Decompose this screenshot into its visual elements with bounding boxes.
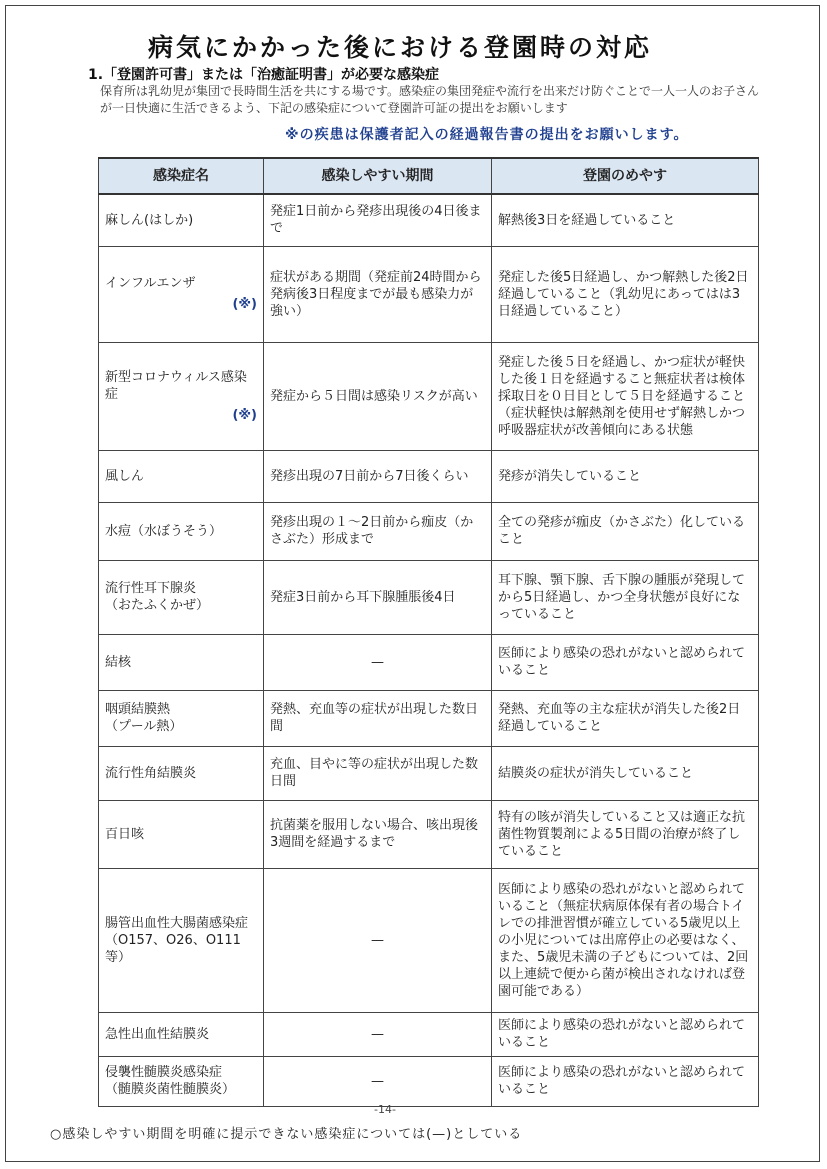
table-row bbox=[99, 868, 759, 1012]
table-row bbox=[99, 1012, 759, 1056]
disease-name-cell bbox=[99, 690, 264, 746]
footnote: ○感染しやすい期間を明確に提示できない感染症については(—)としている bbox=[50, 1127, 523, 1142]
infectious-period: — bbox=[264, 868, 492, 1012]
disease-name: 結核 bbox=[105, 654, 132, 670]
disease-name: インフルエンザ bbox=[105, 276, 196, 291]
disease-name: 麻しん(はしか) bbox=[105, 212, 194, 228]
return-criteria: 特有の咳が消失していること又は適正な抗菌性物質製剤による5日間の治療が終了していること bbox=[492, 800, 759, 868]
return-criteria: 発症した後5日経過し、かつ解熱した後2日経過していること（乳幼児にあってはは3日経過していること） bbox=[492, 246, 759, 342]
infectious-period: 充血、目やに等の症状が出現した数日間 bbox=[264, 746, 492, 800]
infection-table bbox=[98, 157, 759, 1107]
infectious-period: 発症から５日間は感染リスクが高い bbox=[264, 342, 492, 450]
disease-name: 流行性耳下腺炎 （おたふくかぜ） bbox=[105, 581, 210, 613]
return-criteria: 耳下腺、顎下腺、舌下腺の腫脹が発現してから5日経過し、かつ全身状態が良好になっていること bbox=[492, 560, 759, 634]
table-row bbox=[99, 450, 759, 502]
disease-name-cell bbox=[99, 800, 264, 868]
disease-name-cell bbox=[99, 194, 264, 246]
header-disease: 感染症名 bbox=[99, 158, 264, 194]
return-criteria: 全ての発疹が痂皮（かさぶた）化していること bbox=[492, 502, 759, 560]
infectious-period: — bbox=[264, 1012, 492, 1056]
disease-name: 侵襲性髄膜炎感染症 （髄膜炎菌性髄膜炎） bbox=[105, 1065, 236, 1097]
table-row bbox=[99, 1056, 759, 1106]
intro-text: 保育所は乳幼児が集団で長時間生活を共にする場です。感染症の集団発症や流行を出来だけ防ぐことで一人一人のお子さんが一日快適に生活できるよう、下記の感染症について登園許可証の提出をお願いします bbox=[100, 84, 760, 115]
return-criteria: 結膜炎の症状が消失していること bbox=[492, 746, 759, 800]
disease-name: 腸管出血性大腸菌感染症 （O157、O26、O111等） bbox=[105, 915, 249, 965]
page-title: 病気にかかった後における登園時の対応 bbox=[147, 33, 652, 62]
return-criteria: 医師により感染の恐れがないと認められていること bbox=[492, 634, 759, 690]
disease-name: 咽頭結膜熱 （プール熱） bbox=[105, 702, 183, 734]
disease-name: 流行性角結膜炎 bbox=[105, 765, 197, 781]
guardian-note: ※の疾患は保護者記入の経過報告書の提出をお願いします。 bbox=[285, 127, 689, 143]
return-criteria: 医師により感染の恐れがないと認められていること（無症状病原体保有者の場合トイレでの排泄習慣が確立している5歳児以上の小児については出席停止の必要はなく、また、5歳児未満の子どもについては、2回以上連続で便から菌が検出されなければ登園可能である） bbox=[492, 868, 759, 1012]
disease-name-cell bbox=[99, 634, 264, 690]
disease-name-cell bbox=[99, 342, 264, 450]
infectious-period: 発疹出現の１～2日前から痂皮（かさぶた）形成まで bbox=[264, 502, 492, 560]
disease-name-cell bbox=[99, 746, 264, 800]
infectious-period: 発症1日前から発疹出現後の4日後まで bbox=[264, 194, 492, 246]
return-criteria: 医師により感染の恐れがないと認められていること bbox=[492, 1012, 759, 1056]
report-required-mark: (※) bbox=[232, 297, 257, 312]
infectious-period: — bbox=[264, 1056, 492, 1106]
disease-name-cell bbox=[99, 1056, 264, 1106]
disease-name: 新型コロナウィルス感染症 bbox=[105, 369, 247, 402]
table-row bbox=[99, 690, 759, 746]
table-row bbox=[99, 194, 759, 246]
disease-name: 風しん bbox=[105, 468, 145, 484]
table-row bbox=[99, 746, 759, 800]
header-criteria: 登園のめやす bbox=[492, 158, 759, 194]
return-criteria: 解熱後3日を経過していること bbox=[492, 194, 759, 246]
infectious-period: 発熱、充血等の症状が出現した数日間 bbox=[264, 690, 492, 746]
table-row bbox=[99, 246, 759, 342]
disease-name: 百日咳 bbox=[105, 826, 145, 842]
table-row bbox=[99, 342, 759, 450]
infectious-period: 症状がある期間（発症前24時間から発病後3日程度までが最も感染力が強い） bbox=[264, 246, 492, 342]
disease-name: 急性出血性結膜炎 bbox=[105, 1026, 210, 1042]
table-row bbox=[99, 560, 759, 634]
report-required-mark: (※) bbox=[232, 407, 257, 423]
header-period: 感染しやすい期間 bbox=[264, 158, 492, 194]
disease-name-cell bbox=[99, 246, 264, 342]
section-heading: 1.「登園許可書」または「治癒証明書」が必要な感染症 bbox=[88, 67, 440, 83]
return-criteria: 医師により感染の恐れがないと認められていること bbox=[492, 1056, 759, 1106]
table-row bbox=[99, 800, 759, 868]
infectious-period: 発症3日前から耳下腺腫脹後4日 bbox=[264, 560, 492, 634]
infectious-period: 発疹出現の7日前から7日後くらい bbox=[264, 450, 492, 502]
disease-name-cell bbox=[99, 450, 264, 502]
disease-name-cell bbox=[99, 868, 264, 1012]
page-number: -14- bbox=[374, 1103, 396, 1116]
return-criteria: 発症した後５日を経過し、かつ症状が軽快した後１日を経過すること無症状者は検体採取日を０日目として５日を経過すること（症状軽快は解熱剤を使用せず解熱しかつ呼吸器症状が改善傾向にある状態 bbox=[492, 342, 759, 450]
table-row bbox=[99, 634, 759, 690]
table-header-row bbox=[99, 158, 759, 194]
infectious-period: — bbox=[264, 634, 492, 690]
return-criteria: 発疹が消失していること bbox=[492, 450, 759, 502]
disease-name: 水痘（水ぼうそう） bbox=[105, 523, 223, 539]
table-row bbox=[99, 502, 759, 560]
return-criteria: 発熱、充血等の主な症状が消失した後2日経過していること bbox=[492, 690, 759, 746]
infectious-period: 抗菌薬を服用しない場合、咳出現後3週間を経過するまで bbox=[264, 800, 492, 868]
disease-name-cell bbox=[99, 502, 264, 560]
disease-name-cell bbox=[99, 1012, 264, 1056]
disease-name-cell bbox=[99, 560, 264, 634]
